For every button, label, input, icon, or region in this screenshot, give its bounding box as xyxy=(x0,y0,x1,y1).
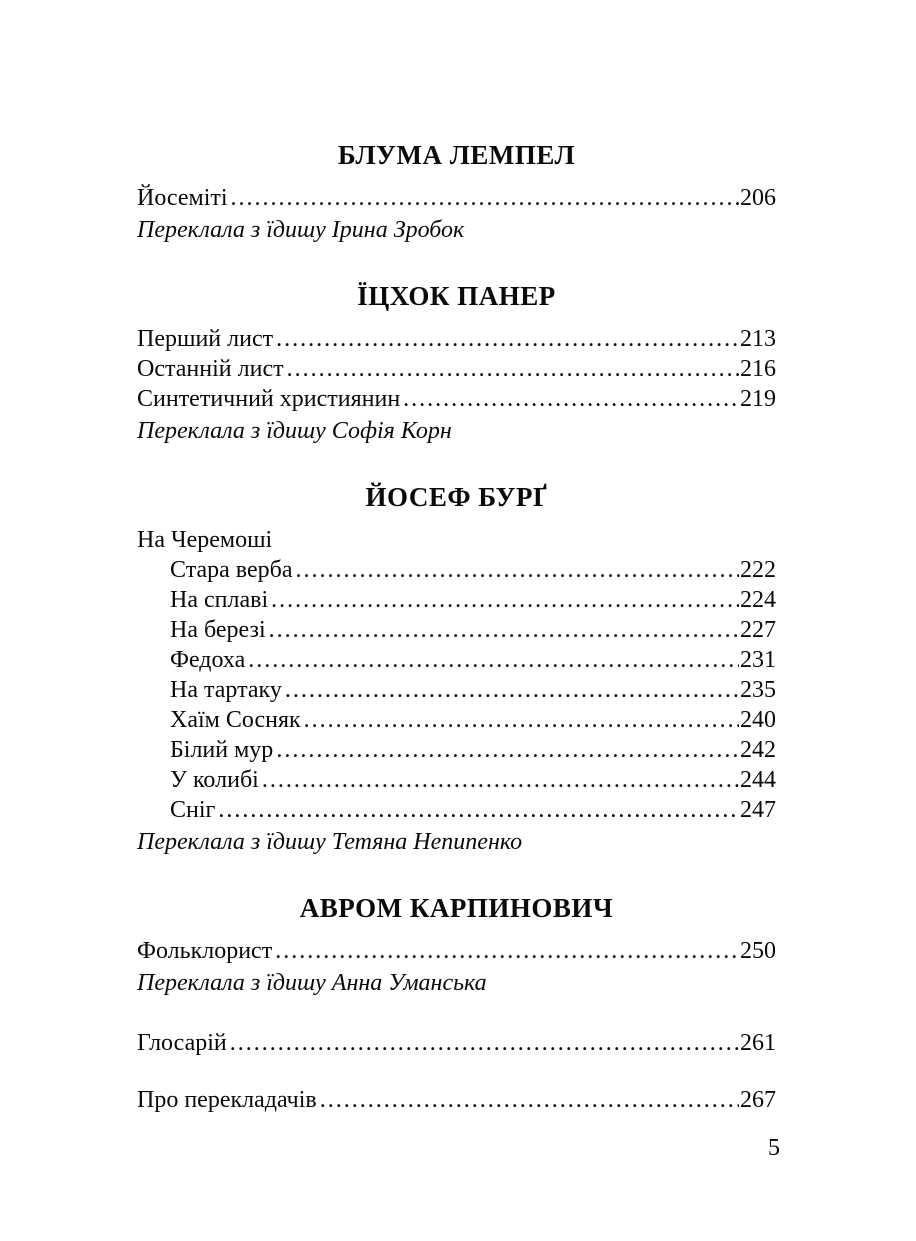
toc-entry-title: На березі xyxy=(170,617,266,643)
toc-entry xyxy=(137,735,776,765)
dot-leader xyxy=(231,183,739,213)
toc-entry xyxy=(137,384,776,414)
toc-entry-page-number: 240 xyxy=(740,707,776,733)
toc-entry xyxy=(137,936,776,966)
toc-entry-page-number: 235 xyxy=(740,677,776,703)
author-heading: БЛУМА ЛЕМПЕЛ xyxy=(337,140,576,170)
translator-note: Переклала з їдишу Анна Уманська xyxy=(137,970,487,996)
translator-note: Переклала з їдишу Тетяна Непипенко xyxy=(137,829,523,855)
dot-leader xyxy=(248,645,739,675)
toc-entry-title: На тартаку xyxy=(170,677,282,703)
toc-entry-title: Останній лист xyxy=(137,356,284,382)
toc-entry-page-number: 216 xyxy=(740,356,776,382)
dot-leader xyxy=(218,795,739,825)
author-heading: ЇЦХОК ПАНЕР xyxy=(357,281,556,311)
toc-entry xyxy=(137,765,776,795)
toc-entry xyxy=(137,525,776,555)
toc-entry-title: Глосарій xyxy=(137,1030,227,1056)
translator-note: Переклала з їдишу Софія Корн xyxy=(137,418,452,444)
toc-entry-page-number: 261 xyxy=(740,1030,776,1056)
dot-leader xyxy=(276,324,739,354)
dot-leader xyxy=(295,555,739,585)
toc-entry xyxy=(137,324,776,354)
toc-entry-title: Перший лист xyxy=(137,326,274,352)
toc-entry-title: Синтетичний християнин xyxy=(137,386,401,412)
toc-entry xyxy=(137,615,776,645)
toc-entry xyxy=(137,354,776,384)
toc-entry-page-number: 231 xyxy=(740,647,776,673)
toc-entry xyxy=(137,555,776,585)
toc-entry-title: Сніг xyxy=(170,797,216,823)
toc-entry-page-number: 213 xyxy=(740,326,776,352)
toc-entry-title: Стара верба xyxy=(170,557,293,583)
toc-entry xyxy=(137,183,776,213)
dot-leader xyxy=(403,384,739,414)
toc-entry-page-number: 242 xyxy=(740,737,776,763)
toc-entry xyxy=(137,645,776,675)
toc-entry-page-number: 219 xyxy=(740,386,776,412)
toc-entry-page-number: 247 xyxy=(740,797,776,823)
toc-entry-title: Хаїм Сосняк xyxy=(170,707,301,733)
toc-entry-title: Про перекладачів xyxy=(137,1087,317,1113)
toc-section xyxy=(137,279,776,446)
translator-note: Переклала з їдишу Ірина Зробок xyxy=(137,217,465,243)
toc-entry-page-number: 244 xyxy=(740,767,776,793)
dot-leader xyxy=(275,936,739,966)
toc-entry-page-number: 224 xyxy=(740,587,776,613)
toc-entry-title: Федоха xyxy=(170,647,246,673)
toc-section xyxy=(137,138,776,245)
toc-entry xyxy=(137,795,776,825)
author-heading: ЙОСЕФ БУРҐ xyxy=(365,482,548,512)
dot-leader xyxy=(287,354,739,384)
toc-section xyxy=(137,480,776,857)
toc-entry xyxy=(137,585,776,615)
toc-entry xyxy=(137,1085,776,1115)
toc-entry xyxy=(137,675,776,705)
dot-leader xyxy=(262,765,739,795)
folio-page-number: 5 xyxy=(768,1135,780,1161)
toc-entry xyxy=(137,1028,776,1058)
toc-entry-title: Фольклорист xyxy=(137,938,273,964)
dot-leader xyxy=(269,615,739,645)
dot-leader xyxy=(304,705,739,735)
toc-entry-title: Йосеміті xyxy=(137,185,228,211)
toc-entry xyxy=(137,705,776,735)
toc-entry-title: На сплаві xyxy=(170,587,269,613)
table-of-contents xyxy=(137,138,776,1115)
author-heading: АВРОМ КАРПИНОВИЧ xyxy=(299,893,614,923)
toc-entry-page-number: 222 xyxy=(740,557,776,583)
toc-entry-page-number: 267 xyxy=(740,1087,776,1113)
dot-leader xyxy=(271,585,739,615)
toc-section xyxy=(137,891,776,998)
toc-entry-page-number: 227 xyxy=(740,617,776,643)
dot-leader xyxy=(276,735,739,765)
dot-leader xyxy=(230,1028,739,1058)
dot-leader xyxy=(320,1085,739,1115)
toc-entry-title: У колибі xyxy=(170,767,259,793)
toc-entry-title: Білий мур xyxy=(170,737,274,763)
toc-entry-page-number: 206 xyxy=(740,185,776,211)
toc-entry-page-number: 250 xyxy=(740,938,776,964)
toc-entry-title: На Черемоші xyxy=(137,527,273,553)
dot-leader xyxy=(285,675,739,705)
